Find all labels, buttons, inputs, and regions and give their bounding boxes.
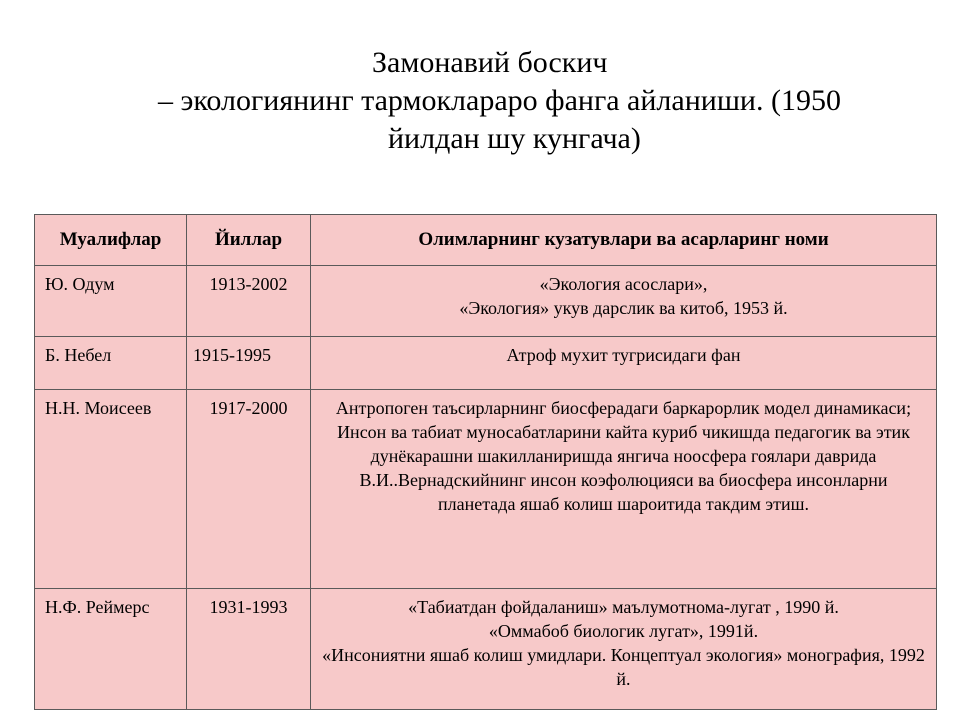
author-cell: Н.Ф. Реймерс [35, 589, 187, 710]
work-line: Атроф мухит тугрисидаги фан [506, 345, 741, 365]
work-line: Инсон ва табиат муносабатларини кайта куриб чикишда педагогик ва этик дунёкарашни шакилланиришда янгича ноосфера гоялари даврида В.И..Вернадскийнинг инсон коэфолюцияси ва биосфера инсонларни планетада яшаб колиш шароитида такдим этиш. [337, 422, 910, 514]
title-line-3: йилдан шу кунгача) [388, 122, 641, 155]
header-works: Олимларнинг кузатувлари ва асарларинг номи [311, 215, 937, 266]
author-cell: Ю. Одум [35, 266, 187, 337]
work-line: «Табиатдан фойдаланиш» маълумотнома-лугат , 1990 й. [408, 597, 839, 617]
table-row [35, 589, 937, 710]
work-line: «Инсониятни яшаб колиш умидлари. Концептуал экология» монография, 1992 й. [322, 645, 925, 689]
work-line: Антропоген таъсирларнинг биосферадаги баркарорлик модел динамикаси; [335, 398, 912, 418]
author-cell: Н.Н. Моисеев [35, 390, 187, 589]
title-line-1: Замонавий боскич [372, 46, 608, 79]
years-cell: 1915-1995 [187, 337, 311, 390]
header-authors: Муалифлар [35, 215, 187, 266]
title-line-2: – экологиянинг тармоклараро фанга айланиши. (1950 [158, 84, 841, 117]
table-row [35, 266, 937, 337]
work-line: «Экология» укув дарслик ва китоб, 1953 й. [459, 298, 788, 318]
years-cell: 1917-2000 [187, 390, 311, 589]
table-row [35, 337, 937, 390]
years-cell: 1931-1993 [187, 589, 311, 710]
header-years: Йиллар [187, 215, 311, 266]
works-cell [311, 589, 937, 710]
years-cell: 1913-2002 [187, 266, 311, 337]
work-line: «Экология асослари», [539, 274, 708, 294]
table-header-row [35, 215, 937, 266]
works-cell [311, 337, 937, 390]
author-cell: Б. Небел [35, 337, 187, 390]
scientists-table [34, 214, 937, 710]
works-cell [311, 266, 937, 337]
works-cell [311, 390, 937, 589]
work-line: «Оммабоб биологик лугат», 1991й. [488, 621, 759, 641]
table-row [35, 390, 937, 589]
